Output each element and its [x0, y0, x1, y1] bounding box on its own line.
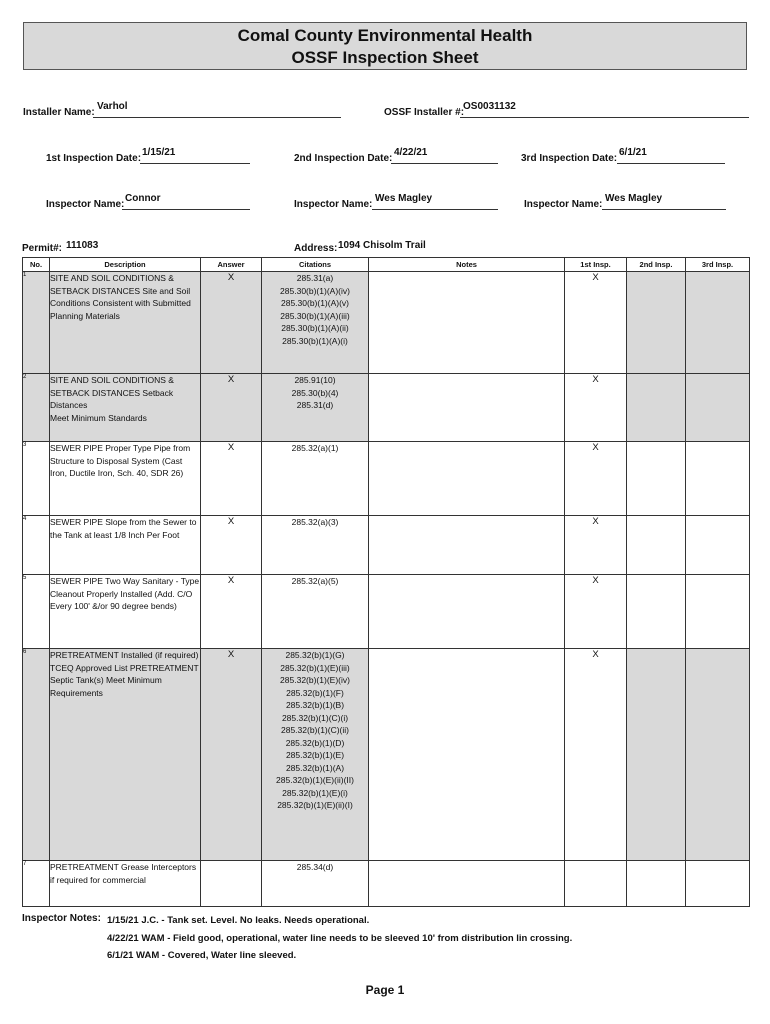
- row-number: 6: [23, 649, 50, 861]
- inspection-1-date-label: 1st Inspection Date:: [46, 153, 142, 164]
- table-row: [23, 575, 750, 649]
- col-header-answer: Answer: [201, 258, 262, 272]
- row-number: 7: [23, 861, 50, 907]
- row-notes[interactable]: [369, 861, 565, 907]
- row-1st-insp[interactable]: X: [565, 649, 627, 861]
- permit-field: [22, 238, 222, 254]
- inspector-2-name-field[interactable]: [294, 192, 499, 210]
- row-citations: 285.32(a)(5): [262, 575, 369, 649]
- row-3rd-insp[interactable]: [686, 516, 750, 575]
- inspection-3-date-label: 3rd Inspection Date:: [521, 153, 618, 164]
- address-field: [294, 238, 594, 254]
- row-notes[interactable]: [369, 272, 565, 374]
- row-answer[interactable]: X: [201, 442, 262, 516]
- row-2nd-insp[interactable]: [627, 649, 686, 861]
- row-3rd-insp[interactable]: [686, 374, 750, 442]
- inspection-2-date-field[interactable]: [294, 146, 499, 164]
- table-row: [23, 861, 750, 907]
- table-row: [23, 649, 750, 861]
- row-notes[interactable]: [369, 442, 565, 516]
- row-answer[interactable]: X: [201, 272, 262, 374]
- row-citations: 285.31(a) 285.30(b)(1)(A)(iv) 285.30(b)(1)(A)(v) 285.30(b)(1)(A)(iii) 285.30(b)(1)(A)(ii) 285.30(b)(1)(A)(i): [262, 272, 369, 374]
- row-1st-insp[interactable]: X: [565, 575, 627, 649]
- row-citations: 285.32(a)(3): [262, 516, 369, 575]
- inspector-note-1: 1/15/21 J.C. - Tank set. Level. No leaks. Needs operational.: [107, 915, 370, 926]
- row-citations: 285.91(10) 285.30(b)(4) 285.31(d): [262, 374, 369, 442]
- row-1st-insp[interactable]: X: [565, 516, 627, 575]
- row-notes[interactable]: [369, 374, 565, 442]
- inspector-3-name-value: Wes Magley: [605, 193, 663, 204]
- row-description: SEWER PIPE Two Way Sanitary - Type Cleanout Properly Installed (Add. C/O Every 100' &/or 90 degree bends): [50, 575, 201, 649]
- installer-name-field[interactable]: [23, 100, 343, 118]
- row-2nd-insp[interactable]: [627, 374, 686, 442]
- col-header-1st-insp: 1st Insp.: [565, 258, 627, 272]
- table-row: [23, 442, 750, 516]
- row-answer[interactable]: X: [201, 374, 262, 442]
- row-1st-insp[interactable]: [565, 861, 627, 907]
- installer-number-label: OSSF Installer #:: [384, 107, 465, 118]
- inspection-1-date-field[interactable]: [46, 146, 251, 164]
- title-line-1: Comal County Environmental Health: [237, 26, 533, 45]
- row-notes[interactable]: [369, 575, 565, 649]
- row-2nd-insp[interactable]: [627, 442, 686, 516]
- inspector-3-name-field[interactable]: [524, 192, 727, 210]
- row-2nd-insp[interactable]: [627, 861, 686, 907]
- row-citations: 285.32(a)(1): [262, 442, 369, 516]
- address-value: 1094 Chisolm Trail: [338, 240, 426, 251]
- table-header-row: [23, 258, 750, 272]
- inspector-notes-label: Inspector Notes:: [22, 913, 101, 924]
- row-answer[interactable]: X: [201, 649, 262, 861]
- col-header-notes: Notes: [369, 258, 565, 272]
- row-number: 1: [23, 272, 50, 374]
- table-row: [23, 374, 750, 442]
- page-number: Page 1: [365, 983, 405, 997]
- table-row: [23, 516, 750, 575]
- row-1st-insp[interactable]: X: [565, 442, 627, 516]
- row-description: SEWER PIPE Proper Type Pipe from Structure to Disposal System (Cast Iron, Ductile Iron, Sch. 40, SDR 26): [50, 442, 201, 516]
- row-number: 3: [23, 442, 50, 516]
- inspection-1-date-value: 1/15/21: [142, 147, 176, 158]
- inspection-2-date-value: 4/22/21: [394, 147, 428, 158]
- inspector-1-name-field[interactable]: [46, 192, 251, 210]
- col-header-description: Description: [50, 258, 201, 272]
- installer-name-value: Varhol: [97, 101, 128, 112]
- row-3rd-insp[interactable]: [686, 442, 750, 516]
- row-3rd-insp[interactable]: [686, 272, 750, 374]
- inspection-3-date-field[interactable]: [521, 146, 727, 164]
- installer-number-value: OS0031132: [463, 101, 516, 112]
- row-notes[interactable]: [369, 649, 565, 861]
- row-description: SITE AND SOIL CONDITIONS & SETBACK DISTANCES Setback Distances Meet Minimum Standards: [50, 374, 201, 442]
- row-citations: 285.34(d): [262, 861, 369, 907]
- inspector-3-name-label: Inspector Name:: [524, 199, 603, 210]
- row-number: 2: [23, 374, 50, 442]
- row-2nd-insp[interactable]: [627, 575, 686, 649]
- permit-value: 111083: [66, 240, 99, 251]
- row-3rd-insp[interactable]: [686, 861, 750, 907]
- row-description: SEWER PIPE Slope from the Sewer to the Tank at least 1/8 Inch Per Foot: [50, 516, 201, 575]
- row-3rd-insp[interactable]: [686, 575, 750, 649]
- row-description: PRETREATMENT Installed (if required) TCEQ Approved List PRETREATMENT Septic Tank(s) Meet Minimum Requirements: [50, 649, 201, 861]
- row-answer[interactable]: X: [201, 516, 262, 575]
- title-line-2: OSSF Inspection Sheet: [291, 48, 479, 67]
- row-citations: 285.32(b)(1)(G) 285.32(b)(1)(E)(iii) 285.32(b)(1)(E)(iv) 285.32(b)(1)(F) 285.32(b)(1)(B) 285.32(b)(1)(C)(i) 285.32(b)(1)(C)(ii) 285.32(b)(1)(D) 285.32(b)(1)(E) 285.32(b)(1)(A) 285.32(b)(1)(E)(ii)(II) 285.32(b)(1)(E)(i) 285.32(b)(1)(E)(ii)(I): [262, 649, 369, 861]
- inspector-2-name-value: Wes Magley: [375, 193, 433, 204]
- row-notes[interactable]: [369, 516, 565, 575]
- row-answer[interactable]: X: [201, 575, 262, 649]
- inspection-table: [22, 257, 750, 907]
- row-2nd-insp[interactable]: [627, 516, 686, 575]
- col-header-no: No.: [23, 258, 50, 272]
- installer-number-field[interactable]: [384, 100, 750, 118]
- row-number: 5: [23, 575, 50, 649]
- row-description: PRETREATMENT Grease Interceptors if required for commercial: [50, 861, 201, 907]
- col-header-citations: Citations: [262, 258, 369, 272]
- address-label: Address:: [294, 243, 338, 254]
- inspector-1-name-value: Connor: [125, 193, 161, 204]
- row-2nd-insp[interactable]: [627, 272, 686, 374]
- inspector-2-name-label: Inspector Name:: [294, 199, 373, 210]
- inspector-note-2: 4/22/21 WAM - Field good, operational, water line needs to be sleeved 10' from distribution lin crossing.: [107, 933, 573, 944]
- row-description: SITE AND SOIL CONDITIONS & SETBACK DISTANCES Site and Soil Conditions Consistent with Submitted Planning Materials: [50, 272, 201, 374]
- inspector-note-3: 6/1/21 WAM - Covered, Water line sleeved.: [107, 950, 297, 961]
- inspection-3-date-value: 6/1/21: [619, 147, 647, 158]
- row-1st-insp[interactable]: X: [565, 374, 627, 442]
- row-answer[interactable]: [201, 861, 262, 907]
- row-number: 4: [23, 516, 50, 575]
- installer-name-label: Installer Name:: [23, 107, 95, 118]
- row-1st-insp[interactable]: X: [565, 272, 627, 374]
- col-header-2nd-insp: 2nd Insp.: [627, 258, 686, 272]
- table-row: [23, 272, 750, 374]
- col-header-3rd-insp: 3rd Insp.: [686, 258, 750, 272]
- inspection-2-date-label: 2nd Inspection Date:: [294, 153, 393, 164]
- row-3rd-insp[interactable]: [686, 649, 750, 861]
- permit-label: Permit#:: [22, 243, 63, 254]
- document-title: [23, 22, 747, 70]
- inspector-1-name-label: Inspector Name:: [46, 199, 125, 210]
